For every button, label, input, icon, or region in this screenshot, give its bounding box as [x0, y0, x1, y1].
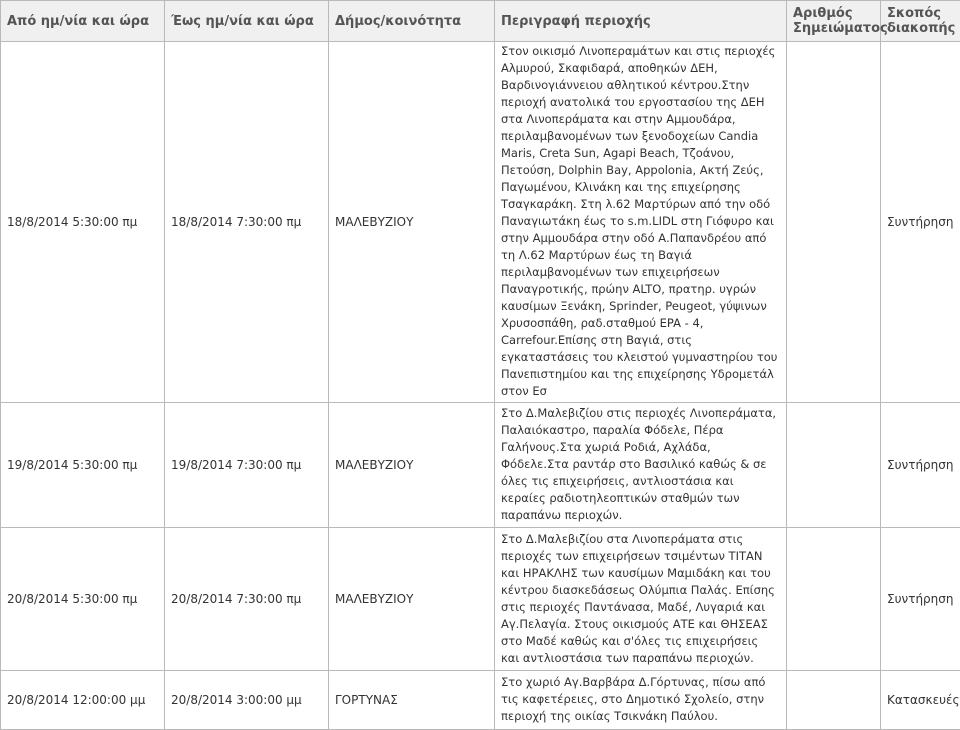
cell-purpose: Κατασκευές [881, 671, 960, 730]
table-header [1, 1, 960, 42]
cell-to: 19/8/2014 7:30:00 πμ [165, 403, 329, 528]
header-purpose: Σκοπός διακοπής [881, 1, 960, 42]
cell-purpose: Συντήρηση [881, 42, 960, 403]
header-description: Περιγραφή περιοχής [495, 1, 787, 42]
header-ref-number: Αριθμός Σημειώματος [787, 1, 881, 42]
cell-ref-number [787, 671, 881, 730]
cell-to: 20/8/2014 3:00:00 μμ [165, 671, 329, 730]
table-row [1, 528, 960, 671]
cell-description: Στο χωριό Αγ.Βαρβάρα Δ.Γόρτυνας, πίσω από τις καφετέρειες, στο Δημοτικό Σχολείο, στην περιοχή της οικίας Τσικνάκη Παύλου. [495, 671, 787, 730]
cell-description: Στο Δ.Μαλεβιζίου στα Λινοπεράματα στις περιοχές των επιχειρήσεων τσιμέντων ΤΙΤΑΝ και ΗΡΑΚΛΗΣ των καυσίμων Μαμιδάκη και του κέντρου διασκεδάσεως Ολύμπια Παλάς. Επίσης στις περιοχές Παντάνασα, Μαδέ, Λυγαριά και Αγ.Πελαγία. Στους οικισμούς ΑΤΕ και ΘΗΣΕΑΣ στο Μαδέ καθώς και σ'όλες τις επιχειρήσεις και αντλιοστάσια των παραπάνω περιοχών. [495, 528, 787, 671]
cell-description: Στον οικισμό Λινοπεραμάτων και στις περιοχές Αλμυρού, Σκαφιδαρά, αποθηκών ΔΕΗ, Βαρδινογιάννειου αθλητικού κέντρου.Στην περιοχή ανατολικά του εργοστασίου της ΔΕΗ στα Λινοπεράματα και στην Αμμουδάρα, περιλαμβανομένων των ξενοδοχείων Candia Maris, Creta Sun, Agapi Beach, Τζοάνου, Πετούση, Dolphin Bay, Appolonia, Ακτή Ζεύς, Παγωμένου, Κλινάκη και της επιχείρησης Τσαγκαράκη. Στη λ.62 Μαρτύρων από την οδό Παναγιωτάκη έως το s.m.LIDL στη Γιόφυρο και στην Αμμουδάρα στην οδό Α.Παπανδρέου από τη Λ.62 Μαρτύρων έως τη Βαγιά περιλαμβανομένων των επιχειρήσεων Παναγροτικής, πρώην ALTO, πρατηρ. υγρών καυσίμων Ξενάκη, Sprinder, Peugeot, γύψινων Χρυσοσπάθη, ραδ.σταθμού EPA - 4, Carrefour.Επίσης στη Βαγιά, στις εγκαταστάσεις του κλειστού γυμναστηρίου του Πανεπιστημίου και της επιχείρησης Υδρομετάλ στον Εσ [495, 42, 787, 403]
cell-ref-number [787, 403, 881, 528]
cell-from: 18/8/2014 5:30:00 πμ [1, 42, 165, 403]
cell-ref-number [787, 528, 881, 671]
cell-ref-number [787, 42, 881, 403]
cell-from: 20/8/2014 12:00:00 μμ [1, 671, 165, 730]
cell-to: 20/8/2014 7:30:00 πμ [165, 528, 329, 671]
cell-purpose: Συντήρηση [881, 403, 960, 528]
table-row [1, 671, 960, 730]
cell-from: 19/8/2014 5:30:00 πμ [1, 403, 165, 528]
cell-municipality: ΜΑΛΕΒΥΖΙΟΥ [329, 403, 495, 528]
cell-purpose: Συντήρηση [881, 528, 960, 671]
cell-to: 18/8/2014 7:30:00 πμ [165, 42, 329, 403]
cell-from: 20/8/2014 5:30:00 πμ [1, 528, 165, 671]
cell-municipality: ΜΑΛΕΒΥΖΙΟΥ [329, 528, 495, 671]
header-municipality: Δήμος/κοινότητα [329, 1, 495, 42]
cell-description: Στο Δ.Μαλεβιζίου στις περιοχές Λινοπεράματα, Παλαιόκαστρο, παραλία Φόδελε, Πέρα Γαλήνους.Στα χωριά Ροδιά, Αχλάδα, Φόδελε.Στα ραντάρ στο Βασιλικό καθώς & σε όλες τις επιχειρήσεις, αντλιοστάσια και κεραίες ραδιοτηλεοπτικών σταθμών των παραπάνω περιοχών. [495, 403, 787, 528]
header-to: Έως ημ/νία και ώρα [165, 1, 329, 42]
cell-municipality: ΜΑΛΕΒΥΖΙΟΥ [329, 42, 495, 403]
table-body [1, 42, 960, 730]
header-row [1, 1, 960, 42]
cell-municipality: ΓΟΡΤΥΝΑΣ [329, 671, 495, 730]
header-from: Από ημ/νία και ώρα [1, 1, 165, 42]
table-row [1, 42, 960, 403]
table-row [1, 403, 960, 528]
